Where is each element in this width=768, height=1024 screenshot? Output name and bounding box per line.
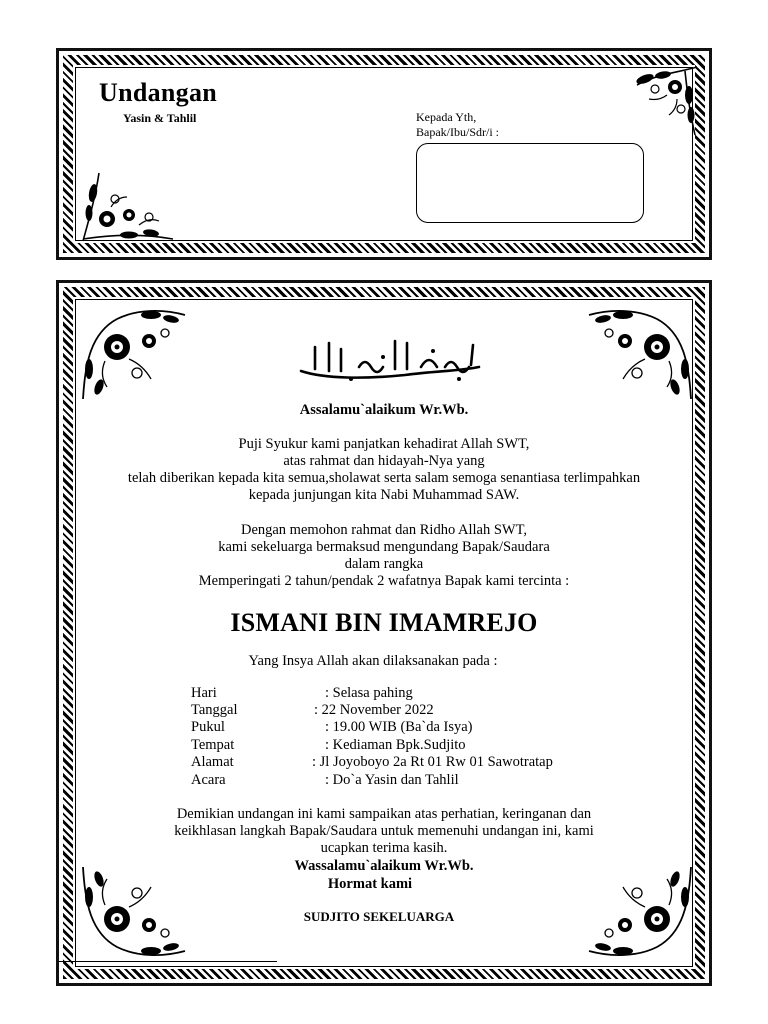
footer-rule — [59, 961, 277, 962]
recipient-label-line2: Bapak/Ibu/Sdr/i : — [416, 125, 499, 139]
floral-corner-icon — [79, 169, 175, 243]
detail-label-tempat: Tempat — [191, 737, 235, 753]
bismillah-calligraphy-icon — [295, 337, 485, 383]
greeting: Assalamu`alaikum Wr.Wb. — [299, 402, 469, 418]
detail-value-acara: : Do`a Yasin dan Tahlil — [325, 772, 459, 788]
letter-card — [56, 280, 712, 986]
closing-line3: ucapkan terima kasih. — [320, 840, 448, 856]
detail-label-acara: Acara — [191, 772, 226, 788]
signature: SUDJITO SEKELUARGA — [303, 909, 455, 924]
detail-label-hari: Hari — [191, 685, 217, 701]
para1-line4: kepada junjungan kita Nabi Muhammad SAW. — [248, 487, 520, 503]
floral-corner-icon — [77, 303, 189, 403]
detail-value-tanggal: : 22 November 2022 — [314, 702, 434, 718]
envelope-card — [56, 48, 712, 260]
farewell: Wassalamu`alaikum Wr.Wb. — [294, 858, 474, 874]
deceased-name: ISMANI BIN IMAMREJO — [230, 608, 538, 637]
closing-line1: Demikian undangan ini kami sampaikan atas perhatian, keringanan dan — [176, 806, 592, 822]
para1-line1: Puji Syukur kami panjatkan kehadirat Allah SWT, — [238, 436, 530, 452]
regards: Hormat kami — [327, 876, 413, 892]
detail-value-tempat: : Kediaman Bpk.Sudjito — [325, 737, 466, 753]
recipient-label-line1: Kepada Yth, — [416, 110, 477, 124]
closing-line2: keikhlasan langkah Bapak/Saudara untuk memenuhi undangan ini, kami — [174, 823, 594, 839]
recipient-address-box[interactable] — [416, 143, 644, 223]
floral-corner-icon — [585, 303, 697, 403]
para2-line2: kami sekeluarga bermaksud mengundang Bapak/Saudara — [218, 539, 550, 555]
para2-line1: Dengan memohon rahmat dan Ridho Allah SWT, — [240, 522, 528, 538]
detail-value-alamat: : Jl Joyoboyo 2a Rt 01 Rw 01 Sawotratap — [312, 754, 553, 770]
para1-line2: atas rahmat dan hidayah-Nya yang — [283, 453, 485, 469]
detail-label-pukul: Pukul — [191, 719, 225, 735]
detail-label-tanggal: Tanggal — [191, 702, 238, 718]
detail-value-hari: : Selasa pahing — [325, 685, 413, 701]
para2-line4: Memperingati 2 tahun/pendak 2 wafatnya Bapak kami tercinta : — [198, 573, 570, 589]
floral-corner-icon — [615, 65, 699, 139]
para1-line3: telah diberikan kepada kita semua,sholawat serta salam semoga senantiasa terlimpahkan — [127, 470, 641, 486]
detail-label-alamat: Alamat — [191, 754, 234, 770]
schedule-intro: Yang Insya Allah akan dilaksanakan pada : — [248, 653, 498, 669]
envelope-title: Undangan — [99, 78, 218, 107]
detail-value-pukul: : 19.00 WIB (Ba`da Isya) — [325, 719, 473, 735]
para2-line3: dalam rangka — [344, 556, 424, 572]
recipient-label — [416, 110, 499, 140]
envelope-subtitle: Yasin & Tahlil — [123, 111, 197, 125]
